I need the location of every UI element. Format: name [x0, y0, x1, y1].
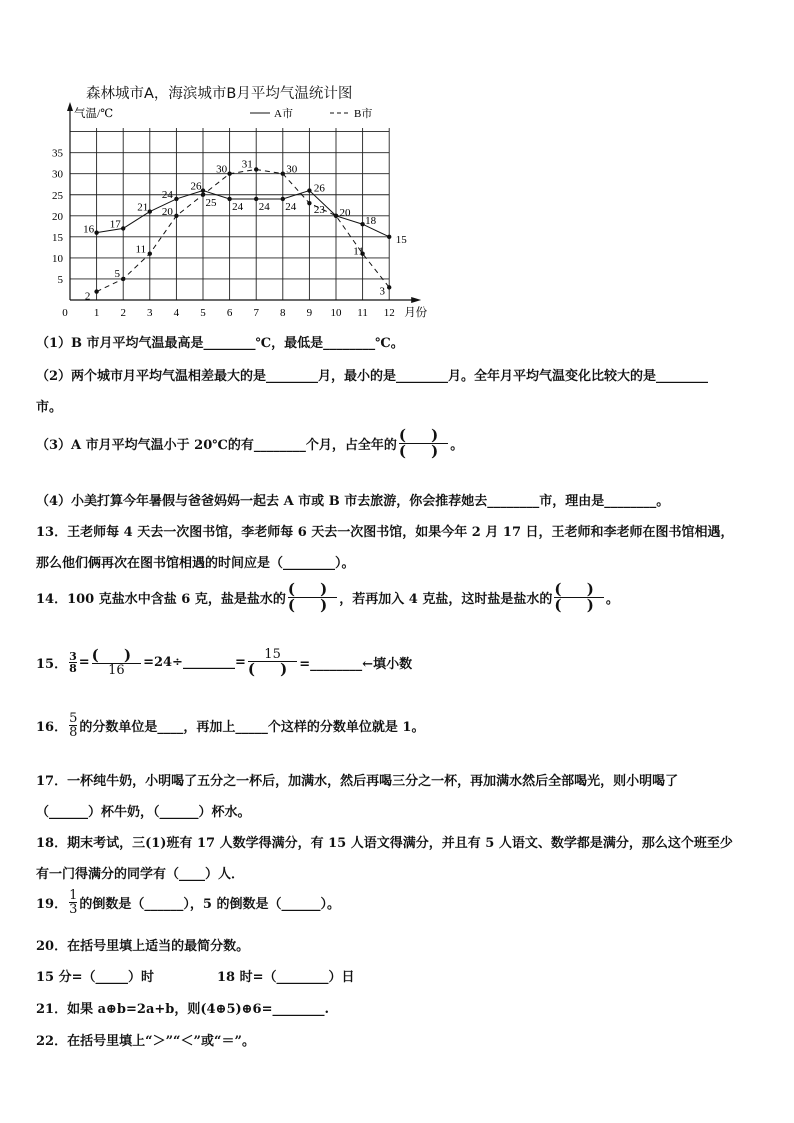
fraction-numerator: 15	[264, 647, 281, 662]
series-a-data-label: 26	[313, 182, 325, 195]
question-15-mid: =24÷________=	[143, 655, 246, 670]
y-tick-label: 25	[52, 189, 63, 202]
temperature-line-chart	[30, 98, 450, 328]
x-tick-label: 12	[383, 307, 395, 319]
series-a-data-label: 24	[285, 200, 297, 213]
question-12-1: （1）B 市月平均气温最高是________℃，最低是________℃。	[36, 336, 404, 351]
series-b-data-label: 11	[353, 245, 364, 258]
fraction-denominator: 8	[69, 662, 77, 675]
series-a-data-label: 24	[161, 188, 173, 201]
x-axis-arrow	[411, 297, 421, 303]
series-b-data-label: 20	[161, 205, 173, 218]
series-a-data-label: 20	[339, 206, 351, 219]
y-tick-label: 35	[52, 147, 63, 160]
series-a-point	[94, 230, 98, 234]
series-b-data-label: 30	[286, 163, 298, 176]
blank-fraction	[92, 648, 141, 677]
series-a-point	[307, 188, 311, 192]
fraction-1-3	[69, 889, 77, 916]
question-13: 13．王老师每 4 天去一次图书馆，李老师每 6 天去一次图书馆，如果今年 2 月 17 日，王老师和李老师在图书馆相遇，	[36, 525, 734, 540]
question-12-4: （4）小美打算今年暑假与爸爸妈妈一起去 A 市或 B 市去旅游，你会推荐她去________市，理由是________。	[36, 494, 670, 509]
x-axis-label: 月份	[404, 307, 428, 319]
blank-fraction	[554, 582, 603, 613]
x-tick-label: 9	[306, 307, 313, 319]
y-tick-label: 10	[52, 252, 63, 265]
x-tick-label: 3	[147, 307, 153, 319]
y-axis-label: 气温/℃	[74, 108, 114, 120]
x-tick-label: 6	[226, 307, 233, 319]
x-tick-label: 5	[200, 307, 206, 319]
blank-fraction	[399, 428, 448, 459]
blank-fraction	[288, 582, 337, 613]
fraction-numerator: 3	[69, 650, 77, 663]
origin-label: 0	[62, 307, 68, 319]
fraction-numerator: 5	[69, 711, 78, 726]
series-b-point	[334, 214, 338, 218]
fraction-denominator: 16	[108, 663, 125, 678]
question-19-text: 的倒数是（______），5 的倒数是（______）。	[79, 897, 340, 912]
y-tick-label: 5	[57, 273, 63, 286]
x-tick-label: 1	[93, 307, 100, 319]
question-18: 18．期末考试，三(1)班有 17 人数学得满分，有 15 人语文得满分，并且有 5 人语文、数学都是满分，那么这个班至少	[36, 836, 733, 851]
question-20-a: 15 分=（_____）时	[36, 970, 155, 985]
question-14	[36, 582, 619, 613]
legend-label: B市	[354, 108, 373, 120]
question-14-end: 。	[605, 592, 619, 607]
series-b-point	[148, 251, 152, 255]
series-b-point	[307, 201, 311, 205]
y-tick-label: 15	[52, 231, 63, 244]
question-12-2: （2）两个城市月平均气温相差最大的是________月，最小的是________月。全年月平均气温变化比较大的是________	[36, 369, 709, 384]
chart-title: 森林城市A，海滨城市B月平均气温统计图	[86, 86, 353, 102]
series-b-line	[97, 169, 390, 291]
blank-denominator: ( )	[398, 442, 449, 460]
series-b-data-label: 5	[114, 267, 120, 280]
series-a-data-label: 18	[365, 215, 377, 228]
question-21: 21．如果 a⊕b=2a+b，则(4⊕5)⊕6=________.	[36, 1002, 330, 1017]
series-b-data-label: 30	[216, 163, 228, 176]
series-b-data-label: 25	[205, 196, 217, 209]
y-axis-arrow	[67, 102, 73, 111]
series-a-data-label: 15	[395, 233, 407, 246]
series-a-data-label: 17	[109, 218, 121, 231]
question-15-label: 15．	[36, 657, 68, 672]
x-tick-label: 11	[357, 307, 368, 319]
question-19-label: 19．	[36, 897, 68, 912]
question-13-cont: 那么他们俩再次在图书馆相遇的时间应是（________）。	[36, 556, 355, 571]
question-15: 15． $\frac{3}{8}$ = $\frac{( )}{16}$ =24÷________= $\frac{15}{( )}$ =________←填小数	[36, 646, 413, 678]
question-20: 20．在括号里填上适当的最简分数。	[36, 939, 250, 954]
question-16-text: 的分数单位是____，再加上_____个这样的分数单位就是 1。	[79, 720, 425, 735]
question-17-cont: （______）杯牛奶，（______）杯水。	[36, 805, 251, 820]
fraction-3-8	[69, 651, 77, 674]
series-b-data-label: 11	[135, 243, 147, 256]
series-a-data-label: 26	[190, 180, 202, 193]
question-18-cont: 有一门得满分的同学有（____）人．	[36, 867, 245, 882]
blank-numerator: ( )	[287, 580, 338, 598]
series-a-point	[121, 226, 125, 230]
y-tick-label: 20	[52, 210, 63, 223]
series-b-point	[281, 172, 285, 176]
question-12-3-end: 。	[450, 438, 464, 453]
fraction-numerator: 1	[69, 888, 78, 903]
series-a-data-label: 21	[137, 201, 149, 214]
series-b-data-label: 3	[379, 285, 385, 298]
fraction-denominator: 3	[69, 902, 78, 917]
x-tick-label: 7	[253, 307, 259, 319]
blank-fraction	[248, 648, 297, 677]
series-a-data-label: 24	[258, 200, 270, 213]
blank-denominator: ( )	[287, 596, 338, 614]
series-b-data-label: 23	[313, 204, 325, 217]
question-14-text: 14．100 克盐水中含盐 6 克，盐是盐水的	[36, 592, 286, 607]
question-22: 22．在括号里填上“＞”“＜”或“＝”。	[36, 1034, 255, 1049]
fraction-5-8	[69, 712, 77, 739]
question-12-3	[36, 428, 463, 459]
question-16-label: 16．	[36, 720, 68, 735]
blank-numerator: ( )	[554, 580, 604, 598]
series-a-data-label: 16	[83, 223, 95, 236]
x-tick-label: 2	[120, 307, 126, 319]
blank-denominator: ( )	[554, 596, 604, 614]
question-20-b: 18 时=（________）日	[217, 970, 355, 985]
legend-label: A市	[274, 108, 293, 120]
series-a-point	[174, 197, 178, 201]
blank-numerator: ( )	[91, 646, 142, 664]
series-a-point	[387, 235, 391, 239]
series-b-data-label: 31	[241, 158, 253, 171]
y-tick-label: 30	[52, 168, 63, 181]
series-b-point	[227, 172, 231, 176]
series-b-point	[387, 285, 391, 289]
question-19	[36, 889, 340, 916]
question-17: 17．一杯纯牛奶，小明喝了五分之一杯后，加满水，然后再喝三分之一杯，再加满水然后全部喝光，则小明喝了	[36, 774, 679, 789]
series-b-point	[174, 214, 178, 218]
question-12-3-text: （3）A 市月平均气温小于 20℃的有________个月，占全年的	[36, 438, 397, 453]
x-tick-label: 10	[330, 307, 342, 319]
question-15-end: =________←填小数	[299, 657, 413, 672]
series-b-point	[121, 277, 125, 281]
series-b-point	[254, 167, 258, 171]
fraction-denominator: 8	[69, 725, 78, 740]
series-b-data-label: 2	[84, 290, 91, 303]
x-tick-label: 4	[173, 307, 180, 319]
question-16	[36, 712, 424, 739]
series-a-data-label: 24	[232, 200, 244, 213]
question-12-2-cont: 市。	[36, 400, 63, 415]
question-14-text-2: ，若再加入 4 克盐，这时盐是盐水的	[339, 592, 553, 607]
series-b-point	[94, 289, 98, 293]
blank-denominator: ( )	[247, 660, 298, 678]
x-tick-label: 8	[280, 307, 286, 319]
blank-numerator: ( )	[398, 426, 449, 444]
